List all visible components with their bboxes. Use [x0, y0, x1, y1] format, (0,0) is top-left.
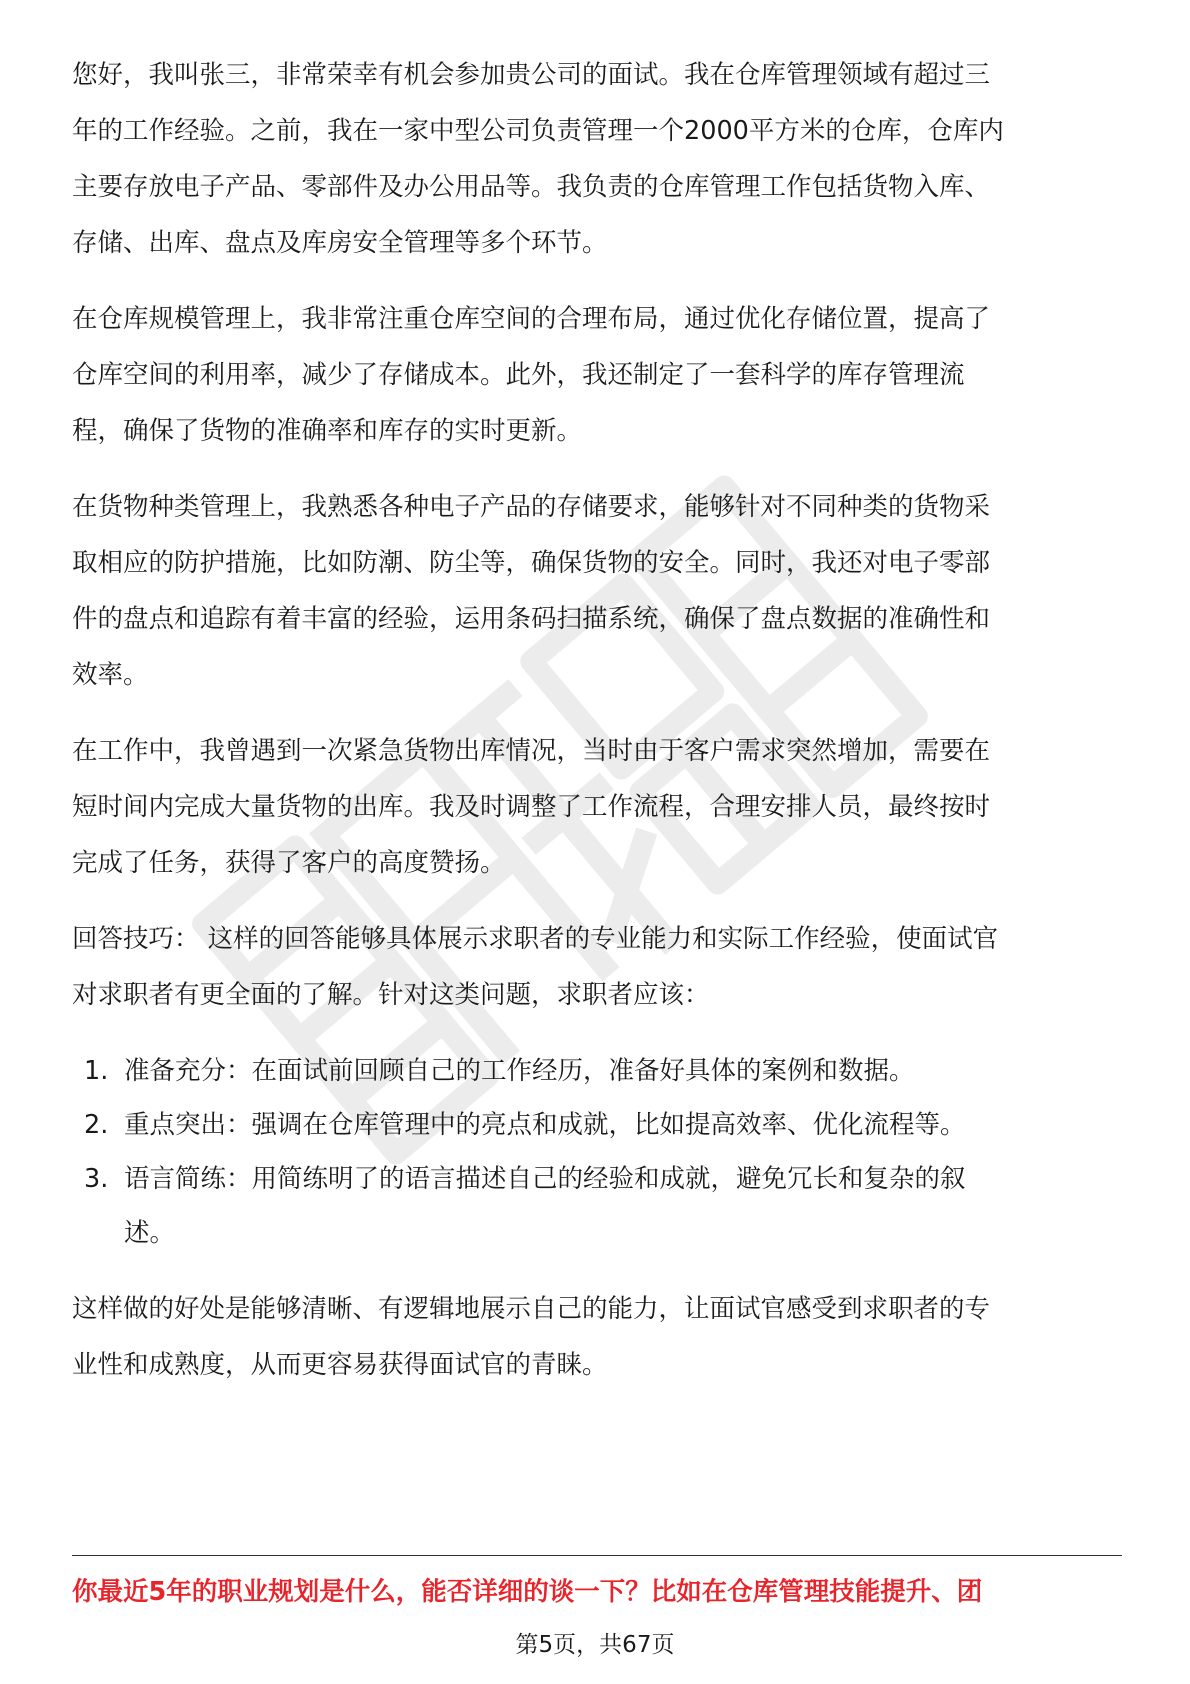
list-text: 准备充分：在面试前回顾自己的工作经历，准备好具体的案例和数据。 — [124, 1056, 915, 1086]
text-line: 取相应的防护措施，比如防潮、防尘等，确保货物的安全。同时，我还对电子零部 — [72, 548, 991, 578]
text-line: 年的工作经验。之前，我在一家中型公司负责管理一个2000平方米的仓库，仓库内 — [72, 116, 1004, 146]
text-line: 短时间内完成大量货物的出库。我及时调整了工作流程，合理安排人员，最终按时 — [72, 792, 991, 822]
text-line: 仓库空间的利用率，减少了存储成本。此外，我还制定了一套科学的库存管理流 — [72, 360, 965, 390]
text-line: 主要存放电子产品、零部件及办公用品等。我负责的仓库管理工作包括货物入库、 — [72, 172, 991, 202]
list-number: 2. — [84, 1110, 109, 1140]
next-question-heading: 你最近5年的职业规划是什么，能否详细的谈一下？比如在仓库管理技能提升、团 — [72, 1577, 983, 1607]
text-line: 这样做的好处是能够清晰、有逻辑地展示自己的能力，让面试官感受到求职者的专 — [72, 1294, 991, 1324]
text-line: 效率。 — [72, 660, 149, 690]
list-text: 语言简练：用简练明了的语言描述自己的经验和成就，避免冗长和复杂的叙 — [124, 1164, 966, 1194]
list-number: 1. — [84, 1056, 109, 1086]
page-number: 第5页，共67页 — [515, 1632, 675, 1658]
text-line: 完成了任务，获得了客户的高度赞扬。 — [72, 848, 506, 878]
text-line: 对求职者有更全面的了解。针对这类问题，求职者应该： — [72, 980, 710, 1010]
text-line: 回答技巧： 这样的回答能够具体展示求职者的专业能力和实际工作经验，使面试官 — [72, 924, 999, 954]
text-line: 在货物种类管理上，我熟悉各种电子产品的存储要求，能够针对不同种类的货物采 — [72, 492, 991, 522]
text-line: 业性和成熟度，从而更容易获得面试官的青睐。 — [72, 1350, 608, 1380]
text-line: 件的盘点和追踪有着丰富的经验，运用条码扫描系统，确保了盘点数据的准确性和 — [72, 604, 991, 634]
text-line: 在仓库规模管理上，我非常注重仓库空间的合理布局，通过优化存储位置，提高了 — [72, 304, 991, 334]
section-divider — [72, 1555, 1122, 1556]
text-line: 在工作中，我曾遇到一次紧急货物出库情况，当时由于客户需求突然增加，需要在 — [72, 736, 991, 766]
list-text: 述。 — [124, 1218, 176, 1248]
text-line: 存储、出库、盘点及库房安全管理等多个环节。 — [72, 228, 608, 258]
text-line: 您好，我叫张三，非常荣幸有机会参加贵公司的面试。我在仓库管理领域有超过三 — [72, 60, 991, 90]
list-text: 重点突出：强调在仓库管理中的亮点和成就，比如提高效率、优化流程等。 — [124, 1110, 966, 1140]
text-line: 程，确保了货物的准确率和库存的实时更新。 — [72, 416, 583, 446]
list-number: 3. — [84, 1164, 109, 1194]
